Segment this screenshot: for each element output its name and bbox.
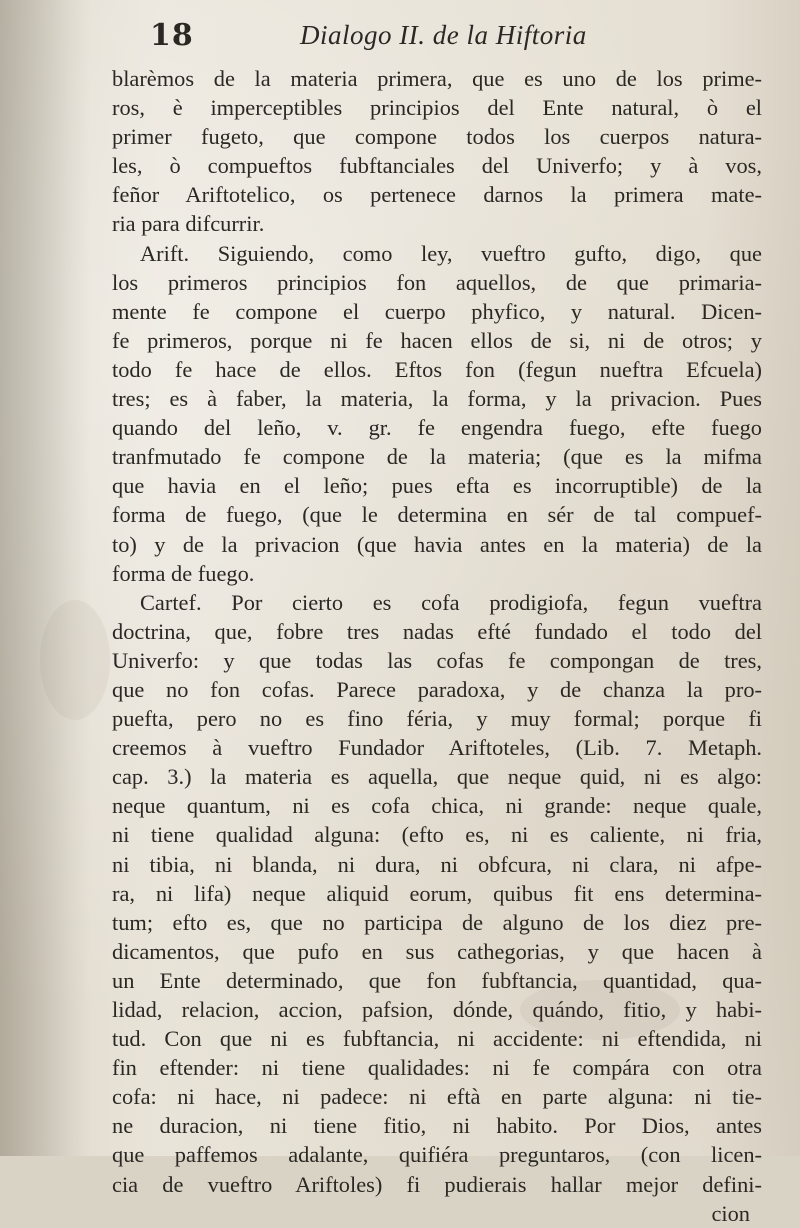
text-line: dicamentos, que pufo en sus cathegorias, y que hacen à — [112, 938, 762, 964]
text-line: fin eftender: ni tiene qualidades: ni fe compára con otra — [112, 1055, 762, 1081]
text-line: ni tibia, ni blanda, ni dura, ni obfcura, ni clara, ni afpe- — [112, 851, 762, 877]
text-line: ria para difcurrir. — [112, 211, 265, 237]
text-line: puefta, pero no es fino féria, y muy formal; porque fi — [112, 706, 762, 732]
text-line: cia de vueftro Ariftoles) fi pudierais hallar mejor defini- — [112, 1171, 762, 1197]
binding-shadow — [0, 0, 90, 1156]
text-line: creemos à vueftro Fundador Ariftoteles, (Lib. 7. Metaph. — [112, 735, 762, 761]
text-line: tranfmutado fe compone de la materia; (que es la mifma — [112, 444, 762, 470]
text-line: que paffemos adalante, quifiéra preguntaros, (con licen- — [112, 1142, 762, 1168]
text-line: que havia en el leño; pues efta es incorruptible) de la — [112, 473, 762, 499]
catchword: cion — [711, 1200, 750, 1226]
text-line: ros, è imperceptibles principios del Ente natural, ò el — [112, 95, 762, 121]
text-line: les, ò compueftos fubftanciales del Univerfo; y à vos, — [112, 153, 762, 179]
text-line: cofa: ni hace, ni padece: ni eftà en parte alguna: ni tie- — [112, 1084, 762, 1110]
text-line: tres; es à faber, la materia, la forma, y la privacion. Pues — [112, 386, 762, 412]
text-line: mente fe compone el cuerpo phyfico, y natural. Dicen- — [112, 298, 762, 324]
text-line: un Ente determinado, que fon fubftancia, quantidad, qua- — [112, 967, 762, 993]
body-text — [112, 64, 762, 1228]
text-line: ra, ni lifa) neque aliquid eorum, quibus fit ens determina- — [112, 880, 762, 906]
running-title: Dialogo II. de la Hiftoria — [300, 20, 587, 50]
text-line: fe primeros, porque ni fe hacen ellos de si, ni de otros; y — [112, 327, 762, 353]
text-line: primer fugeto, que compone todos los cuerpos natura- — [112, 124, 762, 150]
text-line: lidad, relacion, accion, pafsion, dónde, quándo, fitio, y habi- — [112, 997, 762, 1022]
text-line: forma de fuego, (que le determina en sér de tal compuef- — [112, 502, 762, 528]
text-line: feñor Ariftotelico, os pertenece darnos la primera mate- — [112, 182, 762, 208]
text-line: to) y de la privacion (que havia antes en la materia) de la — [112, 531, 762, 557]
text-line: tud. Con que ni es fubftancia, ni accidente: ni eftendida, ni — [112, 1026, 762, 1052]
text-line: los primeros principios fon aquellos, de que primaria- — [112, 269, 762, 295]
running-head — [150, 18, 750, 58]
text-line: cap. 3.) la materia es aquella, que neque quid, ni es algo: — [112, 764, 762, 790]
text-line: Univerfo: y que todas las cofas fe compongan de tres, — [112, 647, 762, 673]
text-line: ni tiene qualidad alguna: (efto es, ni es caliente, ni fria, — [112, 822, 762, 848]
text-line: doctrina, que, fobre tres nadas efté fundado el todo del — [112, 618, 762, 644]
text-line: blarèmos de la materia primera, que es uno de los prime- — [112, 66, 762, 91]
text-line: Arift. Siguiendo, como ley, vueftro gufto, digo, que — [140, 240, 762, 266]
text-line: quando del leño, v. gr. fe engendra fuego, efte fuego — [112, 415, 762, 441]
text-line: ne duracion, ni tiene fitio, ni habito. Por Dios, antes — [112, 1113, 762, 1139]
text-line: neque quantum, ni es cofa chica, ni grande: neque quale, — [112, 793, 762, 819]
page-number: 18 — [150, 18, 194, 53]
text-line: tum; efto es, que no participa de alguno de los diez pre- — [112, 909, 762, 935]
text-line: todo fe hace de ellos. Eftos fon (fegun nueftra Efcuela) — [112, 356, 762, 382]
text-line: Cartef. Por cierto es cofa prodigiofa, fegun vueftra — [140, 589, 762, 615]
paper-stain — [40, 600, 110, 720]
text-line: que no fon cofas. Parece paradoxa, y de chanza la pro- — [112, 676, 762, 702]
text-line: forma de fuego. — [112, 560, 255, 586]
